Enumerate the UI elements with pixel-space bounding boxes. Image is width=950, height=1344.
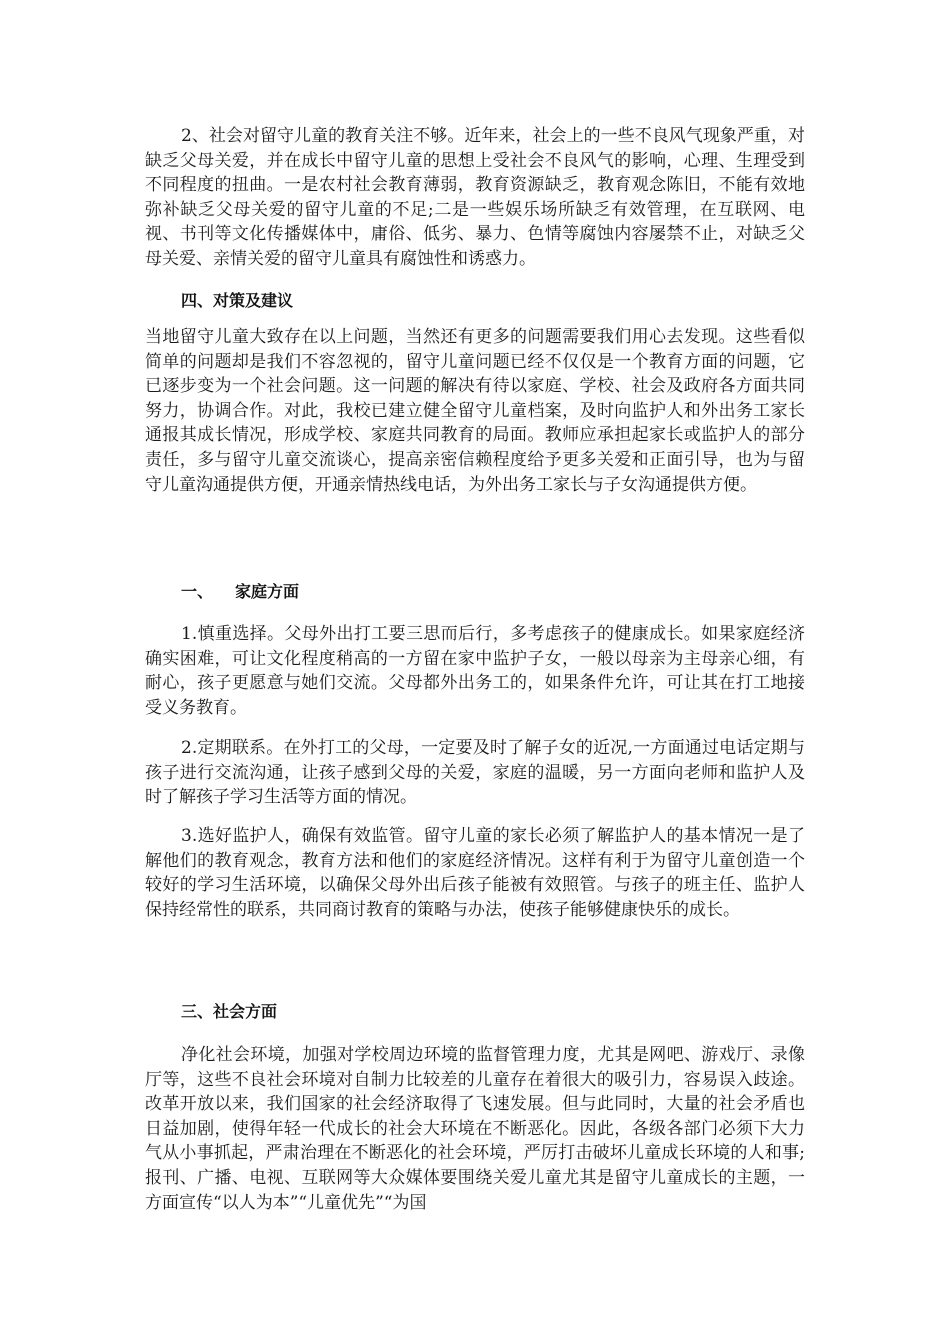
heading-society: 三、社会方面 — [181, 1002, 278, 1021]
paragraph-family-2: 2.定期联系。在外打工的父母，一定要及时了解子女的近况,一方面通过电话定期与孩子进行交流沟通，让孩子感到父母的关爱，家庭的温暖，另一方面向老师和监护人及时了解孩子学习生活等方面的情况。 — [145, 738, 805, 808]
paragraph-society: 净化社会环境，加强对学校周边环境的监督管理力度，尤其是网吧、游戏厅、录像厅等，这些不良社会环境对自制力比较差的儿童存在着很大的吸引力，容易误入歧途。改革开放以来，我们国家的社会经济取得了飞速发展。但与此同时，大量的社会矛盾也日益加剧，使得年轻一代成长的社会大环境在不断恶化。因此，各级各部门必须下大力气从小事抓起，严肃治理在不断恶化的社会环境，严厉打击破坏儿童成长环境的人和事;报刊、广播、电视、互联网等大众媒体要围绕关爱儿童尤其是留守儿童成长的主题，一方面宣传“以人为本”“儿童优先”“为国 — [145, 1045, 805, 1213]
heading-family-number: 一、 — [181, 582, 214, 601]
paragraph-social-attention: 2、社会对留守儿童的教育关注不够。近年来，社会上的一些不良风气现象严重，对缺乏父母关爱，并在成长中留守儿童的思想上受社会不良风气的影响，心理、生理受到不同程度的扭曲。一是农村社会教育薄弱，教育资源缺乏，教育观念陈旧，不能有效地弥补缺乏父母关爱的留守儿童的不足;二是一些娱乐场所缺乏有效管理，在互联网、电视、书刊等文化传播媒体中，庸俗、低劣、暴力、色情等腐蚀内容屡禁不止，对缺乏父母关爱、亲情关爱的留守儿童具有腐蚀性和诱惑力。 — [145, 126, 805, 269]
heading-family — [181, 580, 299, 604]
paragraph-family-1: 1.慎重选择。父母外出打工要三思而后行，多考虑孩子的健康成长。如果家庭经济确实困难，可让文化程度稍高的一方留在家中监护子女，一般以母亲为主母亲心细，有耐心，孩子更愿意与她们交流。父母都外出务工的，如果条件允许，可让其在打工地接受义务教育。 — [145, 624, 805, 718]
heading-countermeasures: 四、对策及建议 — [181, 291, 294, 310]
heading-family-text: 家庭方面 — [235, 582, 300, 601]
paragraph-family-3: 3.选好监护人，确保有效监管。留守儿童的家长必须了解监护人的基本情况一是了解他们的教育观念，教育方法和他们的家庭经济情况。这样有利于为留守儿童创造一个较好的学习生活环境，以确保父母外出后孩子能被有效照管。与孩子的班主任、监护人保持经常性的联系，共同商讨教育的策略与办法，使孩子能够健康快乐的成长。 — [145, 826, 805, 920]
paragraph-countermeasures: 当地留守儿童大致存在以上问题，当然还有更多的问题需要我们用心去发现。这些看似简单的问题却是我们不容忽视的，留守儿童问题已经不仅仅是一个教育方面的问题，它已逐步变为一个社会问题。这一问题的解决有待以家庭、学校、社会及政府各方面共同努力，协调合作。对此，我校已建立健全留守儿童档案，及时向监护人和外出务工家长通报其成长情况，形成学校、家庭共同教育的局面。教师应承担起家长或监护人的部分责任，多与留守儿童交流谈心，提高亲密信赖程度给予更多关爱和正面引导，也为与留守儿童沟通提供方便，开通亲情热线电话，为外出务工家长与子女沟通提供方便。 — [145, 327, 805, 495]
